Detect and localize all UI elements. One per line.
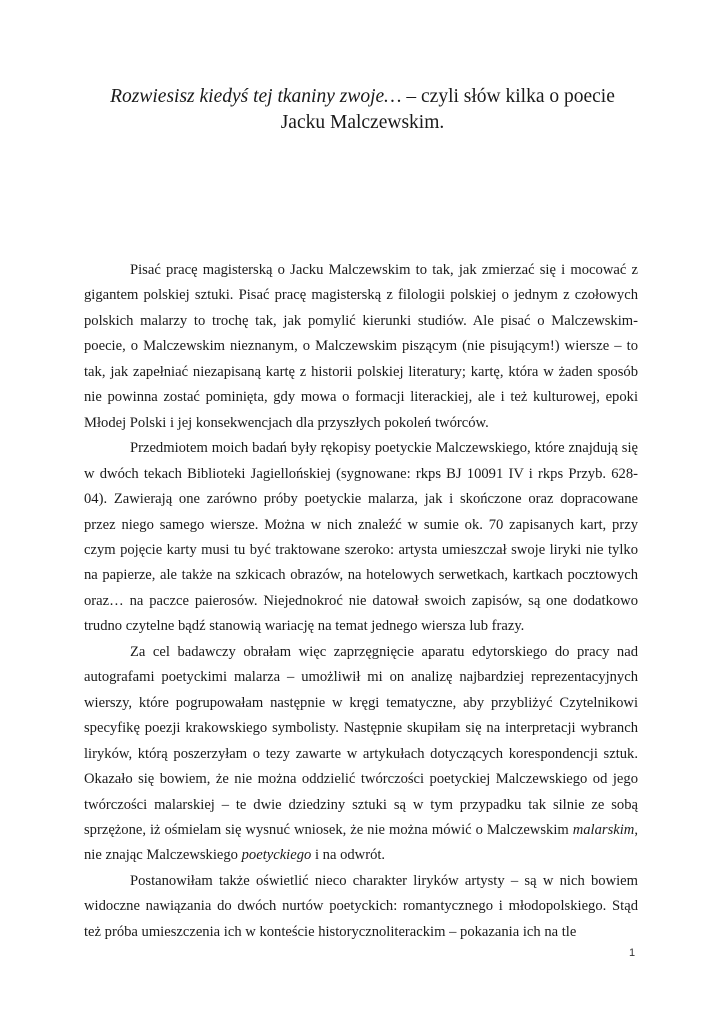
- paragraph-3-text-b: , nie znając Malczewskiego: [84, 821, 638, 864]
- paragraph-3-emphasis-poetyckiego: poetyckiego: [241, 847, 312, 864]
- paragraph-4: Postanowiłam także oświetlić nieco charakter liryków artysty – są w nich bowiem widoczne nawiązania do dwóch nurtów poetyckich: romantycznego i młodopolskiego. Stąd też próba umieszczenia ich w konteście historycznoliterackim – pokazania ich na tle: [84, 872, 638, 940]
- paragraph-3: [84, 640, 638, 869]
- paragraph-2: Przedmiotem moich badań były rękopisy poetyckie Malczewskiego, które znajdują się w dwóch tekach Biblioteki Jagiellońskiej (sygnowane: rkps BJ 10091 IV i rkps Przyb. 628-04). Zawierają one zarówno próby poetyckie malarza, jak i skończone oraz dopracowane przez niego samego wiersze. Można w nich znaleźć w sumie ok. 70 zapisanych kart, przy czym pojęcie karty musi tu być traktowane szeroko: artysta umieszczał swoje liryki nie tylko na papierze, ale także na szkicach obrazów, na hotelowych serwetkach, kartkach pocztowych oraz… na paczce paierosów. Niejednokroć nie datował swoich zapisów, są one dodatkowo trudno czytelne bądź stanowią wariację na temat jednego wiersza lub frazy.: [84, 440, 638, 635]
- body-text: [84, 258, 638, 945]
- paragraph-3-emphasis-malarskim: malarskim: [572, 821, 635, 838]
- title-italic-quote: Rozwiesisz kiedyś tej tkaniny zwoje…: [110, 86, 402, 107]
- paragraph-1: Pisać pracę magisterską o Jacku Malczewskim to tak, jak zmierzać się i mocować z gigantem polskiej sztuki. Pisać pracę magisterską z filologii polskiej o jednym z czołowych polskich malarzy to trochę tak, jak pomylić kierunki studiów. Ale pisać o Malczewskim-poecie, o Malczewskim nieznanym, o Malczewskim piszącym (nie pisującym!) wiersze – to tak, jak zapełniać niezapisaną kartę z historii polskiej literatury; kartę, która w żaden sposób nie powinna zostać pominięta, gdy mowa o formacji literackiej, ale i też kulturowej, epoki Młodej Polski i jej konsekwencjach dla przyszłych pokoleń twórców.: [84, 262, 638, 431]
- page-number: 1: [629, 947, 636, 959]
- title-subtitle: – czyli słów kilka o poecie: [401, 86, 615, 107]
- title-line-2: Jacku Malczewskim.: [280, 112, 445, 133]
- paragraph-3-text-a: Za cel badawczy obrałam więc zaprzęgnięcie aparatu edytorskiego do pracy nad autografami poetyckimi malarza – umożliwił mi on analizę najbardziej reprezentacyjnych wierszy, które pogrupowałam następnie w kręgi tematyczne, aby przybliżyć Czytelnikowi specyfikę poezji krakowskiego symbolisty. Następnie skupiłam się na interpretacji wybranch liryków, którą poszerzyłam o tezy zawarte w artykułach dotyczących korespondencji sztuk. Okazało się bowiem, że nie można oddzielić twórczości poetyckiej Malczewskiego od jego twórczości malarskiej – te dwie dziedziny sztuki są w tym przypadku tak silnie ze sobą sprzężone, iż ośmielam się wysnuć wniosek, że nie można mówić o Malczewskim: [84, 643, 638, 838]
- document-title: [84, 84, 641, 136]
- paragraph-3-text-c: i na odwrót.: [311, 847, 386, 864]
